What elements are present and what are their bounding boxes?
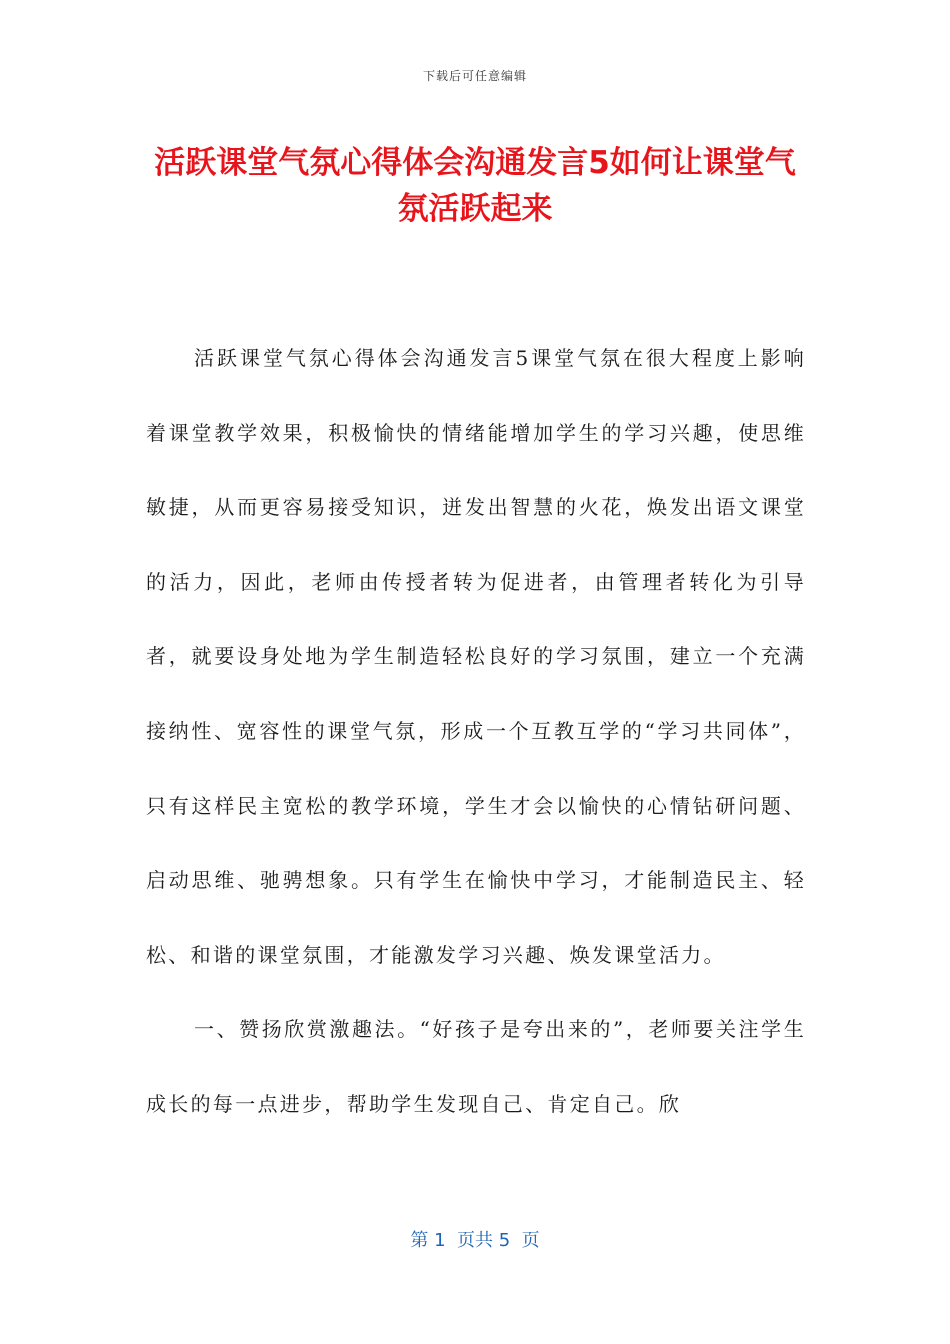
body-paragraph-2: 一、赞扬欣赏激趣法。“好孩子是夸出来的”，老师要关注学生成长的每一点进步，帮助学生发现自己、肯定自己。欣 bbox=[146, 1017, 806, 1116]
document-title: 活跃课堂气氛心得体会沟通发言5如何让课堂气氛活跃起来 bbox=[154, 145, 796, 227]
body-paragraph-1: 活跃课堂气氛心得体会沟通发言5课堂气氛在很大程度上影响着课堂教学效果，积极愉快的情绪能增加学生的学习兴趣，使思维敏捷，从而更容易接受知识，迸发出智慧的火花，焕发出语文课堂的活力，因此，老师由传授者转为促进者，由管理者转化为引导者，就要设身处地为学生制造轻松良好的学习氛围，建立一个充满接纳性、宽容性的课堂气氛，形成一个互教互学的“学习共同体”，只有这样民主宽松的教学环境，学生才会以愉快的心情钻研问题、启动思维、驰骋想象。只有学生在愉快中学习，才能制造民主、轻松、和谐的课堂氛围，才能激发学习兴趣、焕发课堂活力。 bbox=[146, 346, 806, 967]
page-number-footer: 第 1 页共 5 页 bbox=[410, 1230, 540, 1251]
header-note: 下载后可任意编辑 bbox=[422, 69, 527, 83]
document-body bbox=[146, 321, 806, 1142]
